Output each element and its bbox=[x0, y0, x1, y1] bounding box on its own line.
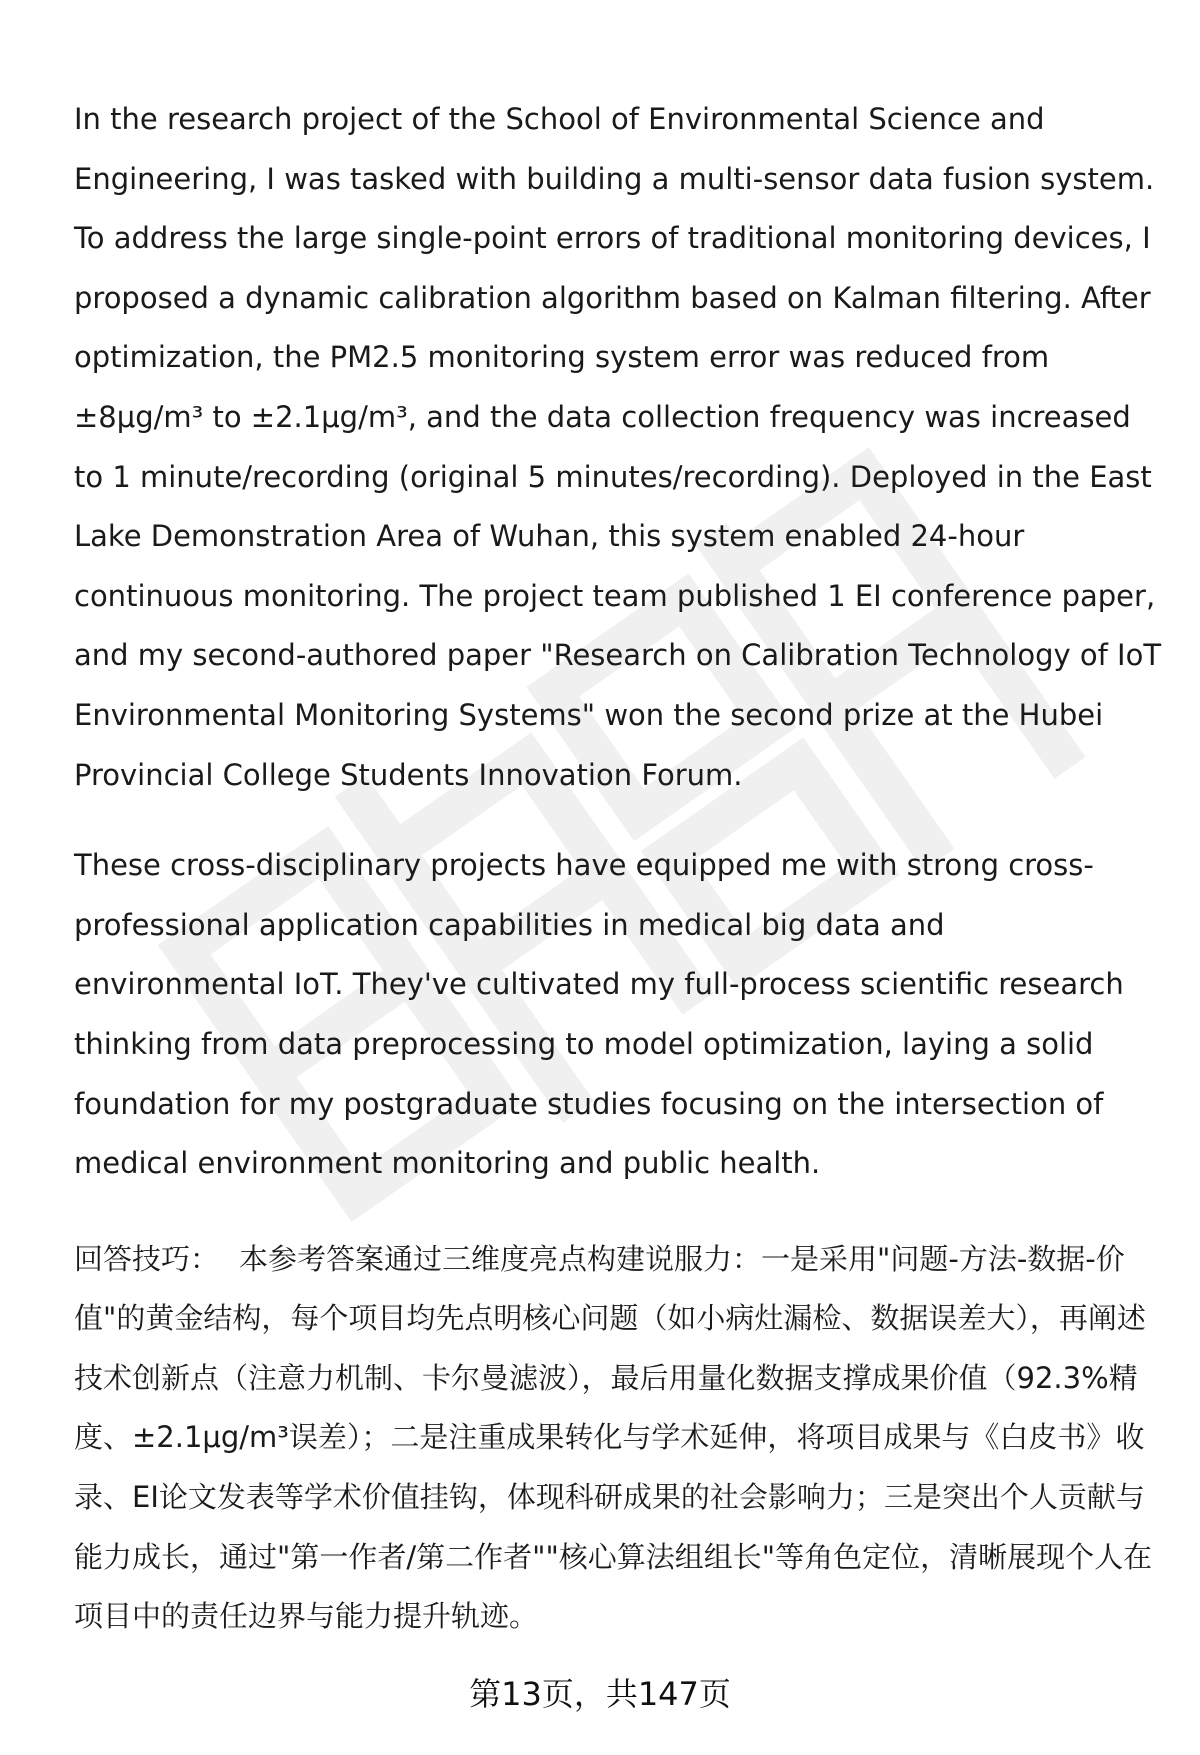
body-paragraph: In the research project of the School of Environmental Science and Engineering, I was tasked with building a multi-sensor data fusion system. To address the large single-point errors of traditional monitoring devices, I proposed a dynamic calibration algorithm based on Kalman filtering. After optimization, the PM2.5 monitoring system error was reduced from ±8μg/m³ to ±2.1μg/m³, and the data collection frequency was increased to 1 minute/recording (original 5 minutes/recording). Deployed in the East Lake Demonstration Area of Wuhan, this system enabled 24-hour continuous monitoring. The project team published 1 EI conference paper, and my second-authored paper "Research on Calibration Technology of IoT Environmental Monitoring Systems" won the second prize at the Hubei Provincial College Students Innovation Forum. bbox=[74, 102, 1162, 792]
answer-tips-label: 回答技巧： bbox=[74, 1241, 220, 1276]
document-body bbox=[74, 90, 1162, 1647]
answer-tips bbox=[74, 1230, 1162, 1647]
page-number-footer: 第13页，共147页 bbox=[469, 1675, 731, 1713]
answer-tips-text: 本参考答案通过三维度亮点构建说服力：一是采用"问题-方法-数据-价值"的黄金结构，每个项目均先点明核心问题（如小病灶漏检、数据误差大），再阐述技术创新点（注意力机制、卡尔曼滤波），最后用量化数据支撑成果价值（92.3%精度、±2.1μg/m³误差）；二是注重成果转化与学术延伸，将项目成果与《白皮书》收录、EI论文发表等学术价值挂钩，体现科研成果的社会影响力；三是突出个人贡献与能力成长，通过"第一作者/第二作者""核心算法组组长"等角色定位，清晰展现个人在项目中的责任边界与能力提升轨迹。 bbox=[74, 1241, 1153, 1634]
body-paragraph: These cross-disciplinary projects have equipped me with strong cross-professional application capabilities in medical big data and environmental IoT. They've cultivated my full-process scientific research thinking from data preprocessing to model optimization, laying a solid foundation for my postgraduate studies focusing on the intersection of medical environment monitoring and public health. bbox=[74, 848, 1124, 1181]
